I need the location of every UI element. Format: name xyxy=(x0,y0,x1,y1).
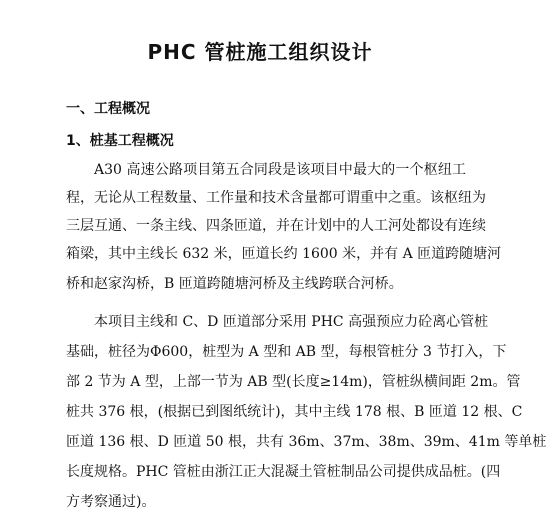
paragraph-2-line-3: 部 2 节为 A 型，上部一节为 AB 型(长度≥14m)，管桩纵横间距 2m。管 xyxy=(66,374,521,390)
section-heading: 一、工程概况 xyxy=(66,101,150,117)
paragraph-1-line-4: 箱梁，其中主线长 632 米，匝道长约 1600 米，并有 A 匝道跨随塘河 xyxy=(66,246,502,262)
paragraph-1-line-3: 三层互通、一条主线、四条匝道，并在计划中的人工河处都设有连续 xyxy=(66,218,486,234)
paragraph-2-line-7: 方考察通过)。 xyxy=(66,494,156,510)
paragraph-2-line-1: 本项目主线和 C、D 匝道部分采用 PHC 高强预应力砼离心管桩 xyxy=(94,314,489,330)
paragraph-2-line-4: 桩共 376 根，(根据已到图纸统计)，其中主线 178 根、B 匝道 12 根、C xyxy=(66,404,523,420)
paragraph-2-line-6: 长度规格。PHC 管桩由浙江正大混凝土管桩制品公司提供成品桩。(四 xyxy=(66,464,501,480)
subsection-heading: 1、桩基工程概况 xyxy=(66,133,174,149)
paragraph-1-line-2: 程，无论从工程数量、工作量和技术含量都可谓重中之重。该枢纽为 xyxy=(66,190,486,206)
paragraph-2-line-2: 基础，桩径为Φ600，桩型为 A 型和 AB 型，每根管桩分 3 节打入，下 xyxy=(66,344,507,360)
paragraph-2-line-5: 匝道 136 根、D 匝道 50 根，共有 36m、37m、38m、39m、41m 等单桩 xyxy=(66,434,546,450)
document-title: PHC 管桩施工组织设计 xyxy=(147,40,373,64)
paragraph-1-line-5: 桥和赵家沟桥，B 匝道跨随塘河桥及主线跨联合河桥。 xyxy=(66,276,403,292)
paragraph-1-line-1: A30 高速公路项目第五合同段是该项目中最大的一个枢纽工 xyxy=(94,162,466,178)
